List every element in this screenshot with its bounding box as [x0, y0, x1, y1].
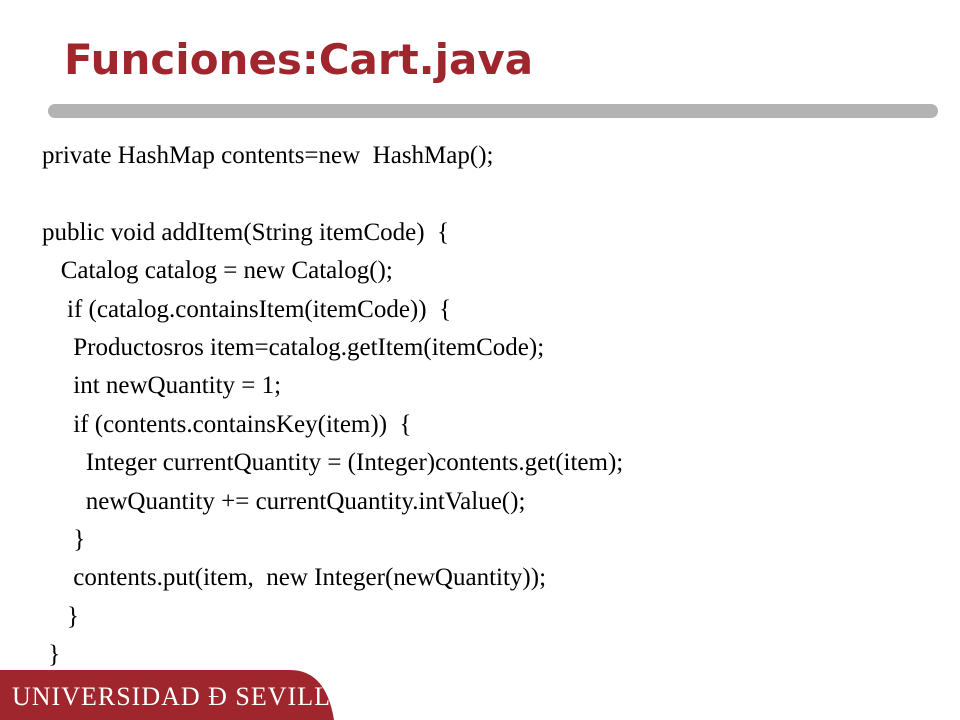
code-line: public void addItem(String itemCode) { — [42, 218, 450, 246]
university-logo: UNIVERSIDAD Ð SEVILLA — [12, 682, 351, 711]
code-line: contents.put(item, new Integer(newQuantity)); — [42, 564, 547, 592]
code-line — [42, 175, 942, 213]
code-line: } — [42, 602, 79, 630]
code-line: private HashMap contents=new HashMap(); — [42, 142, 494, 169]
code-line: Integer currentQuantity = (Integer)contents.get(item); — [42, 449, 624, 477]
title-divider — [48, 104, 938, 118]
slide-title: Funciones:Cart.java — [64, 35, 534, 84]
code-line: Productosros item=catalog.getItem(itemCode); — [42, 333, 545, 361]
code-line: Catalog catalog = new Catalog(); — [42, 257, 393, 285]
code-line: } — [42, 525, 86, 553]
code-block — [42, 137, 942, 674]
code-line: newQuantity += currentQuantity.intValue(); — [42, 487, 526, 515]
code-line: if (catalog.containsItem(itemCode)) { — [42, 295, 452, 323]
code-line: int newQuantity = 1; — [42, 372, 282, 400]
code-line: if (contents.containsKey(item)) { — [42, 410, 412, 438]
code-line: } — [42, 641, 61, 669]
